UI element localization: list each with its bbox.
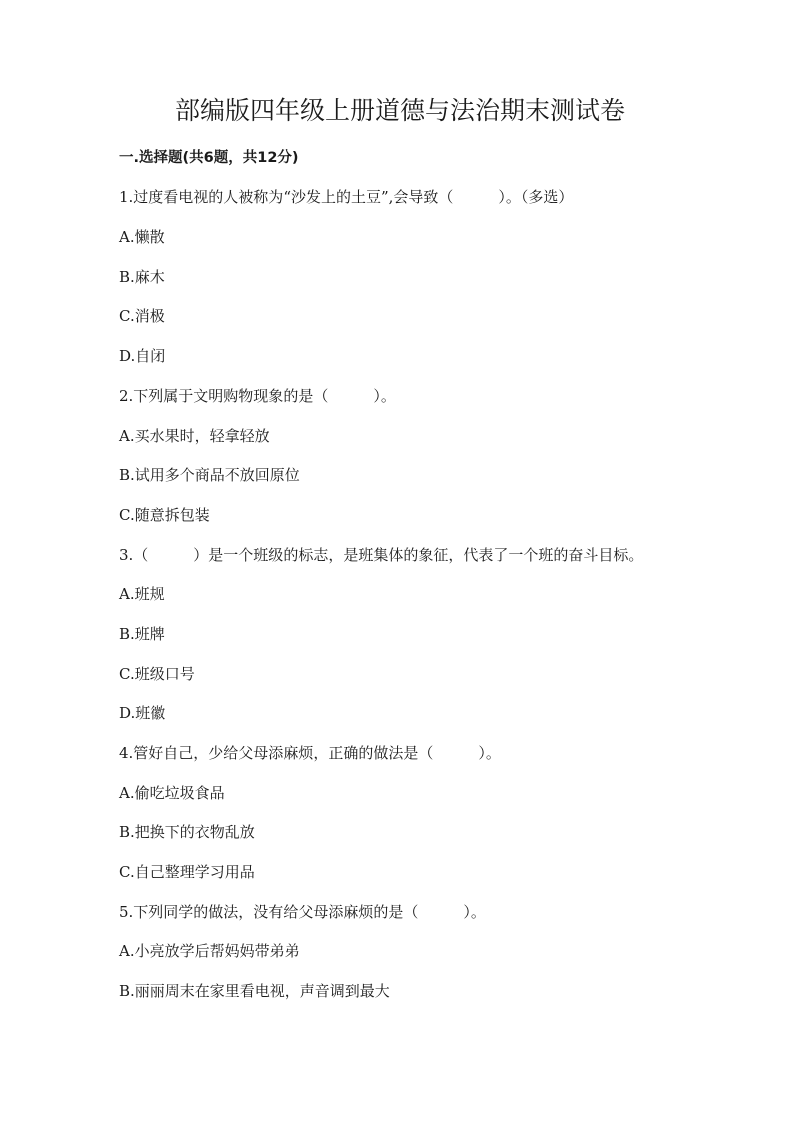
- question-2-option-b: B.试用多个商品不放回原位: [119, 466, 300, 484]
- page-title: 部编版四年级上册道德与法治期末测试卷: [174, 96, 625, 125]
- section-heading: 一.选择题(共6题，共12分): [119, 150, 299, 166]
- question-1-option-a: A.懒散: [119, 228, 165, 246]
- question-5-stem: 5.下列同学的做法，没有给父母添麻烦的是（ ）。: [119, 903, 486, 921]
- question-3-option-b: B.班牌: [119, 625, 165, 643]
- question-1-option-b: B.麻木: [119, 268, 165, 286]
- question-3-stem: 3.（ ）是一个班级的标志，是班集体的象征，代表了一个班的奋斗目标。: [119, 546, 644, 564]
- question-4-option-b: B.把换下的衣物乱放: [119, 823, 255, 841]
- question-4-stem: 4.管好自己，少给父母添麻烦，正确的做法是（ ）。: [119, 744, 501, 762]
- question-4-option-c: C.自己整理学习用品: [119, 863, 255, 881]
- question-4-option-a: A.偷吃垃圾食品: [119, 784, 225, 802]
- question-3-option-c: C.班级口号: [119, 665, 195, 683]
- question-1-option-c: C.消极: [119, 307, 165, 325]
- question-5-option-a: A.小亮放学后帮妈妈带弟弟: [119, 942, 300, 960]
- question-3-option-a: A.班规: [119, 585, 165, 603]
- question-2-option-a: A.买水果时，轻拿轻放: [119, 427, 270, 445]
- question-3-option-d: D.班徽: [119, 704, 166, 722]
- question-5-option-b: B.丽丽周末在家里看电视，声音调到最大: [119, 982, 390, 1000]
- question-1-stem: 1.过度看电视的人被称为“沙发上的土豆”,会导致（ ）。（多选）: [119, 188, 574, 206]
- question-1-option-d: D.自闭: [119, 347, 166, 365]
- question-2-option-c: C.随意拆包装: [119, 506, 210, 524]
- question-2-stem: 2.下列属于文明购物现象的是（ ）。: [119, 387, 396, 405]
